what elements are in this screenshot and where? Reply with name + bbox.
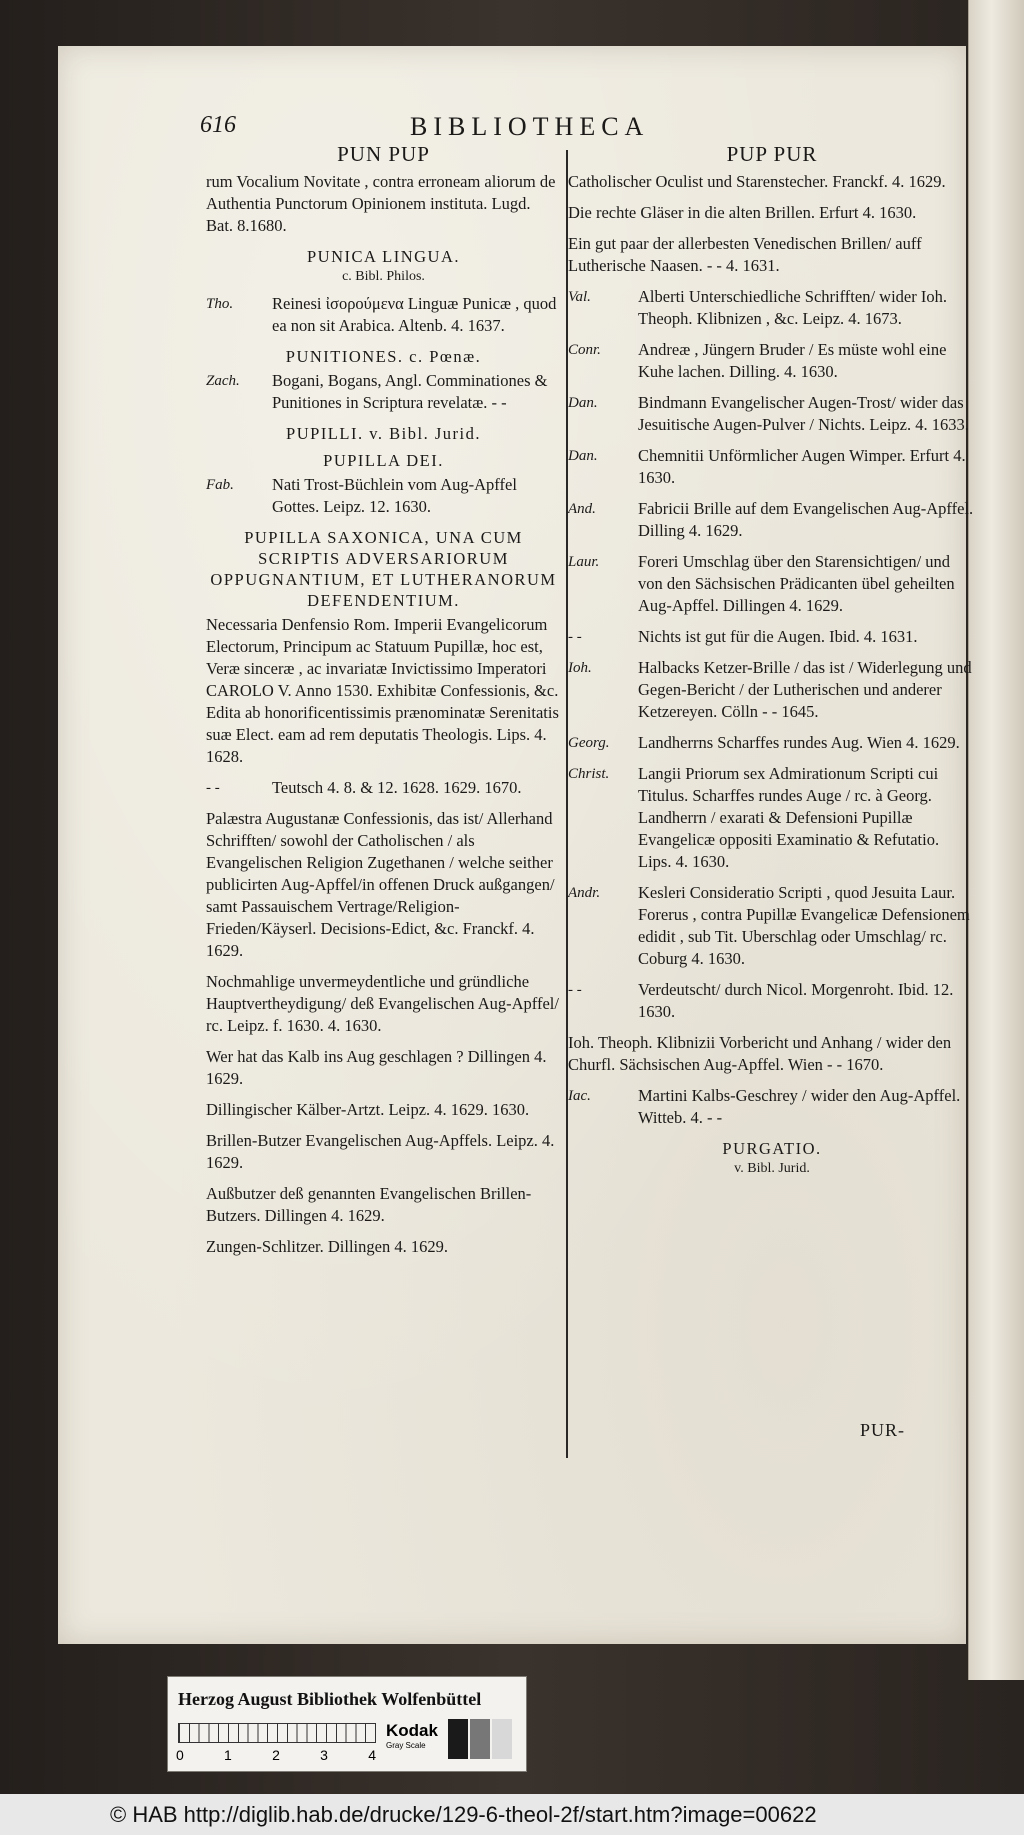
entry-text: Palæstra Augustanæ Confessionis, das ist/ Allerhand Schrifften/ sowohl der Catholischen / als Evangelischen Religion Zugethanen / welche seither publicirten Aug-Apffel/in offenen Druck außgangen/ samt Passauischem Vertrage/Religion-Frieden/Käyserl. Decisions-Edict, &c. Franckf. 4. 1629. [206,809,555,960]
bibliography-entry [568,626,976,648]
subject-heading: PUPILLA SAXONICA, UNA CUM SCRIPTIS ADVERSARIORUM OPPUGNANTIUM, ET LUTHERANORUM DEFENDENTIUM. [210,528,557,610]
author-forename: Dan. [568,448,598,464]
ruler-number: 0 [176,1747,184,1763]
entry-text: Martini Kalbs-Geschrey / wider den Aug-Apffel. Witteb. 4. - - [638,1086,961,1127]
entry-text: Halbacks Ketzer-Brille / das ist / Widerlegung und Gegen-Bericht / der Lutherischen und anderer Ketzereyen. Cölln - - 1645. [638,658,972,721]
entry-text: Landherrns Scharffes rundes Aug. Wien 4. 1629. [638,733,960,752]
bibliography-entry [568,445,976,489]
bibliography-entry [206,171,561,237]
author-forename: Christ. [568,766,610,782]
author-forename: Conr. [568,342,601,358]
author-forename: - - [206,780,220,796]
entry-text: Chemnitii Unförmlicher Augen Wimper. Erfurt 4. 1630. [638,446,966,487]
bibliography-entry [206,808,561,962]
cross-reference: c. Bibl. Philos. [342,269,425,284]
footer-bar [0,1794,1024,1835]
subject-heading: PUPILLI. v. Bibl. Jurid. [286,424,481,443]
subject-heading: PUNICA LINGUA. [307,247,460,266]
left-column [206,142,561,1267]
book-page [58,46,974,1644]
ruler-number: 4 [368,1747,376,1763]
author-forename: Fab. [206,477,234,493]
bibliography-entry [568,657,976,723]
entry-text: Dillingischer Kälber-Artzt. Leipz. 4. 1629. 1630. [206,1100,530,1119]
bibliography-entry [568,286,976,330]
facing-page-edge [968,0,1024,1680]
author-forename: Laur. [568,554,600,570]
subject-heading: PUPILLA DEI. [323,451,444,470]
bibliography-entry [568,551,976,617]
bibliography-entry [206,370,561,414]
entry-text: Foreri Umschlag über den Starensichtigen/ und von den Sächsischen Prädicanten übel geheilten Aug-Apffel. Dillingen 4. 1629. [638,552,955,615]
bibliography-entry [568,732,976,754]
ruler-numbers [176,1747,376,1763]
entry-text: Langii Priorum sex Admirationum Scripti cui Titulus. Scharffes rundes Auge / rc. à Georg. Landherrn / exarati & Defensioni Pupillæ Evangelicæ oppositi Examinatio & Refutatio. Lips. 4. 1630. [638,764,940,871]
bibliography-entry [568,498,976,542]
author-forename: Georg. [568,735,610,751]
gray-patch [448,1719,468,1759]
bibliography-entry [206,614,561,768]
entry-text: Catholischer Oculist und Starenstecher. Franckf. 4. 1629. [568,172,946,191]
bibliography-entry [206,1183,561,1227]
bibliography-entry [568,339,976,383]
entry-text: Zungen-Schlitzer. Dillingen 4. 1629. [206,1237,448,1256]
author-forename: And. [568,501,596,517]
bibliography-entry [206,777,561,799]
author-forename: Val. [568,289,591,305]
author-forename: Tho. [206,296,234,312]
entry-text: Die rechte Gläser in die alten Brillen. Erfurt 4. 1630. [568,203,917,222]
bibliography-entry [568,392,976,436]
right-entries [568,171,976,1177]
library-name: Herzog August Bibliothek Wolfenbüttel [178,1689,482,1709]
author-forename: Ioh. [568,660,592,676]
ruler-number: 3 [320,1747,328,1763]
author-forename: Dan. [568,395,598,411]
bibliography-entry [568,171,976,193]
bibliography-entry [568,979,976,1023]
entry-text: Kesleri Consideratio Scripti , quod Jesuita Laur. Forerus , contra Pupillæ Evangelicæ Defensionem edidit , sub Tit. Uberschlag oder Umschlag/ rc. Coburg 4. 1630. [638,883,970,968]
entry-text: rum Vocalium Novitate , contra erroneam aliorum de Authentia Punctorum Opinionem instituta. Lugd. Bat. 8.1680. [206,172,556,235]
grayscale-label: Gray Scale [386,1741,426,1750]
entry-text: Teutsch 4. 8. & 12. 1628. 1629. 1670. [272,778,522,797]
entry-text: Brillen-Butzer Evangelischen Aug-Apffels. Leipz. 4. 1629. [206,1131,555,1172]
entry-text: Andreæ , Jüngern Bruder / Es müste wohl eine Kuhe lachen. Dilling. 4. 1630. [638,340,947,381]
bibliography-entry [206,1046,561,1090]
author-forename: - - [568,982,582,998]
entry-text: Alberti Unterschiedliche Schrifften/ wider Ioh. Theoph. Klibnizen , &c. Leipz. 4. 1673. [638,287,947,328]
bibliography-entry [206,971,561,1037]
bibliography-entry [568,882,976,970]
entry-text: Außbutzer deß genannten Evangelischen Brillen-Butzers. Dillingen 4. 1629. [206,1184,532,1225]
bibliography-entry [568,763,976,873]
entry-text: Bindmann Evangelischer Augen-Trost/ wider das Jesuitische Augen-Pulver / Nichts. Leipz. 4. 1633. [638,393,969,434]
bibliography-entry [206,293,561,337]
kodak-logo: Kodak [386,1721,438,1740]
entry-text: Verdeutscht/ durch Nicol. Morgenroht. Ibid. 12. 1630. [638,980,954,1021]
entry-text: Bogani, Bogans, Angl. Comminationes & Punitiones in Scriptura revelatæ. - - [272,371,548,412]
author-forename: - - [568,629,582,645]
entry-text: Ioh. Theoph. Klibnizii Vorbericht und Anhang / wider den Churfl. Sächsischen Aug-Apffel. Wien - - 1670. [568,1033,952,1074]
entry-text: Necessaria Denfensio Rom. Imperii Evangelicorum Electorum, Principum ac Statuum Pupillæ, hoc est, Veræ sinceræ , ac invariatæ Invictissimo Imperatori CAROLO V. Anno 1530. Exhibitæ Confessionis, &c. Edita ab honorificentissimis prænominatæ Serenitatis suæ Elect. eam ad rem deputatis Theologis. Lips. 4. 1628. [206,615,559,766]
entry-text: Nochmahlige unvermeydentliche und gründliche Hauptvertheydigung/ deß Evangelischen Aug-Apffel/ rc. Leipz. f. 1630. 4. 1630. [206,972,559,1035]
subject-heading: PUNITIONES. c. Pœnæ. [285,347,482,366]
bibliography-entry [206,474,561,518]
ruler-number: 1 [224,1747,232,1763]
gray-patch [492,1719,512,1759]
bibliography-entry [568,202,976,224]
author-forename: Zach. [206,373,240,389]
author-forename: Andr. [568,885,601,901]
running-title: BIBLIOTHECA [410,112,650,141]
ruler [178,1723,376,1743]
entry-text: Fabricii Brille auf dem Evangelischen Aug-Apffel. Dilling 4. 1629. [638,499,974,540]
entry-text: Ein gut paar der allerbesten Venedischen Brillen/ auff Lutherische Naasen. - - 4. 1631. [568,234,922,275]
bibliography-entry [568,233,976,277]
entry-text: Nati Trost-Büchlein vom Aug-Apffel Gottes. Leipz. 12. 1630. [272,475,517,516]
bibliography-entry [568,1085,976,1129]
custos: PUR- [860,1420,906,1440]
ruler-number: 2 [272,1747,280,1763]
entry-text: Wer hat das Kalb ins Aug geschlagen ? Dillingen 4. 1629. [206,1047,547,1088]
left-catchword: PUN PUP [337,142,430,166]
entry-text: Nichts ist gut für die Augen. Ibid. 4. 1631. [638,627,918,646]
bibliography-entry [206,1130,561,1174]
left-entries [206,171,561,1258]
color-calibration-bar [167,1676,527,1772]
entry-text: Reinesi ἰσορούμενα Linguæ Punicæ , quod ea non sit Arabica. Altenb. 4. 1637. [272,294,557,335]
bibliography-entry [206,1236,561,1258]
page-number: 616 [200,112,236,138]
subject-heading: PURGATIO. [722,1139,822,1158]
cross-reference: v. Bibl. Jurid. [734,1161,810,1176]
gray-patch [470,1719,490,1759]
footer-credit: © HAB http://diglib.hab.de/drucke/129-6-theol-2f/start.htm?image=00622 [110,1802,817,1827]
author-forename: Iac. [568,1088,591,1104]
bibliography-entry [568,1032,976,1076]
bibliography-entry [206,1099,561,1121]
right-column [568,142,976,1185]
right-catchword: PUP PUR [726,142,818,166]
